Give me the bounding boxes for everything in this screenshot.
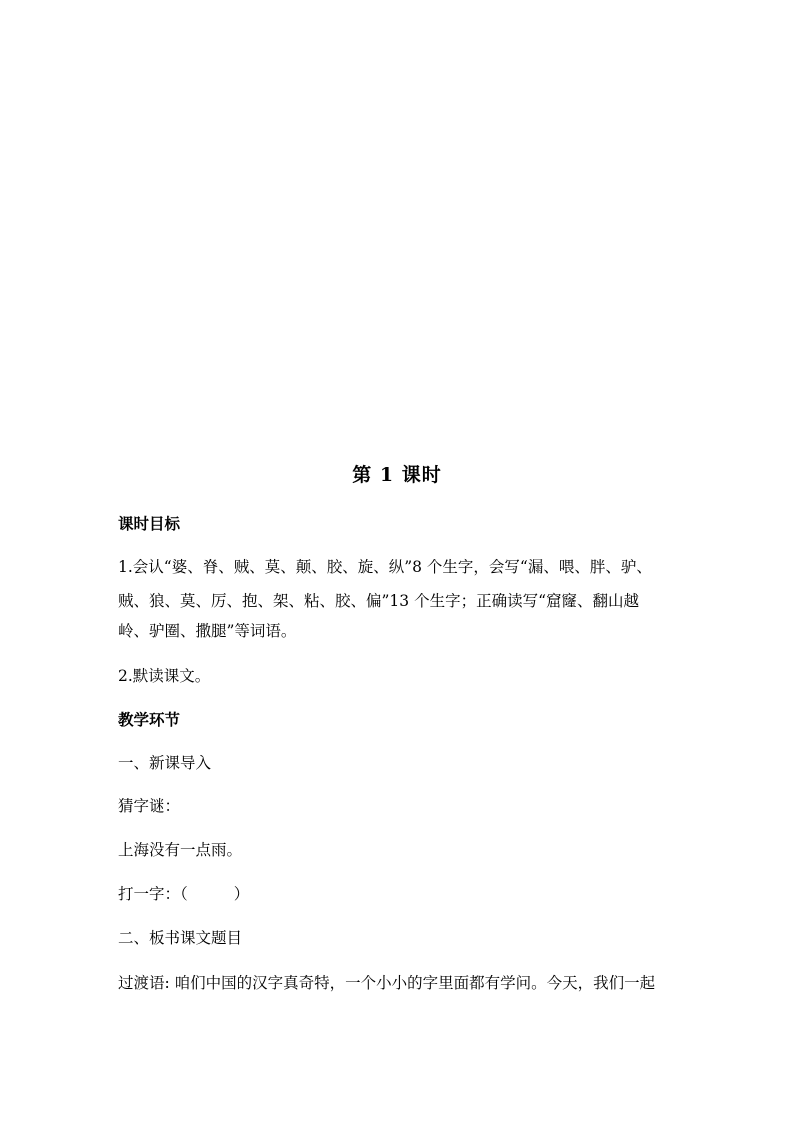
transition-text: 过渡语: 咱们中国的汉字真奇特，一个小小的字里面都有学问。今天，我们一起 <box>118 974 656 992</box>
objectives-heading: 课时目标 <box>118 514 181 533</box>
riddle-answer-prefix: 打一字：（ <box>118 885 188 903</box>
objective-2: 2.默读课文。 <box>118 667 211 685</box>
riddle-label: 猜字谜： <box>118 797 181 815</box>
step-1-heading: 一、新课导入 <box>118 754 212 772</box>
objective-1-line-1: 1.会认“婆、脊、贼、莫、颠、胶、旋、纵”8 个生字，会写“漏、喂、胖、驴、 <box>118 558 652 576</box>
teaching-steps-heading: 教学环节 <box>118 710 181 729</box>
riddle-answer-line <box>118 880 678 909</box>
riddle-answer-suffix: ） <box>233 885 250 903</box>
objective-1-line-2: 贼、狼、莫、厉、抱、架、粘、胶、偏”13 个生字；正确读写“窟窿、翻山越 <box>118 592 640 610</box>
lesson-title: 第 1 课时 <box>352 464 442 486</box>
step-2-heading: 二、板书课文题目 <box>118 929 243 947</box>
riddle-text: 上海没有一点雨。 <box>118 841 243 859</box>
objective-1-line-3: 岭、驴圈、撒腿”等词语。 <box>118 622 297 640</box>
